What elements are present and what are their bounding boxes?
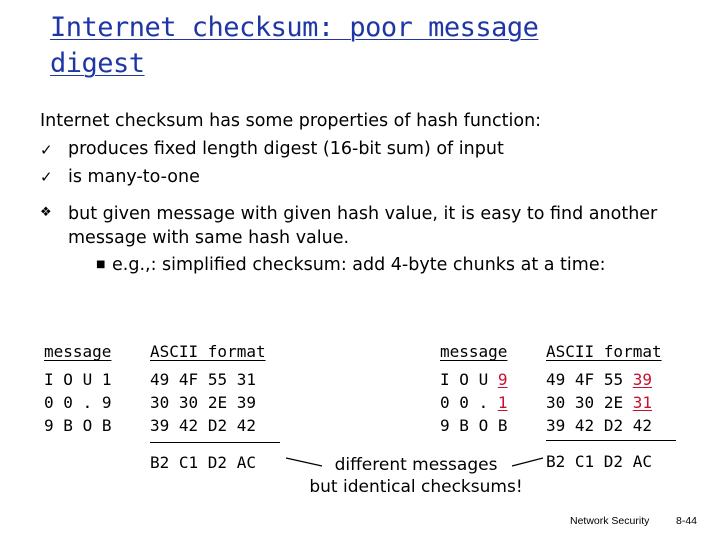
left-checksum: B2 C1 D2 AC: [150, 453, 256, 472]
left-message-header: message: [44, 342, 112, 361]
square-bullet-icon: ■: [96, 259, 106, 270]
right-message-row-3: 9 B O B: [440, 416, 508, 435]
check-bullet-1: produces fixed length digest (16-bit sum) of input: [68, 139, 504, 159]
checkmark-icon: ✓: [40, 141, 53, 159]
diamond-bullet-line-2: message with same hash value.: [68, 228, 350, 248]
diamond-bullet-icon: ❖: [40, 205, 52, 220]
right-message-row-2: 0 0 . 1: [440, 393, 508, 412]
slide-number: 8-44: [676, 515, 698, 527]
left-ascii-row-1: 49 4F 55 31: [150, 370, 256, 389]
intro-text: Internet checksum has some properties of hash function:: [40, 111, 542, 131]
checkmark-icon: ✓: [40, 168, 53, 186]
left-message-row-2: 0 0 . 9: [44, 393, 112, 412]
callout-text: [298, 454, 534, 498]
right-checksum: B2 C1 D2 AC: [546, 452, 652, 471]
slide-title-line-1: Internet checksum: poor message: [50, 12, 539, 43]
left-ascii-header: ASCII format: [150, 342, 266, 361]
right-ascii-header: ASCII format: [546, 342, 662, 361]
left-message-row-1: I O U 1: [44, 370, 112, 389]
left-message-row-3: 9 B O B: [44, 416, 112, 435]
footer-label: Network Security: [570, 515, 650, 527]
right-ascii-row-3: 39 42 D2 42: [546, 416, 652, 435]
left-ascii-row-3: 39 42 D2 42: [150, 416, 256, 435]
right-ascii-row-2: 30 30 2E 31: [546, 393, 652, 412]
callout-line-1: different messages: [334, 455, 498, 475]
check-bullet-2: is many-to-one: [68, 167, 200, 187]
right-ascii-row-1: 49 4F 55 39: [546, 370, 652, 389]
diamond-bullet-line-1: but given message with given hash value, it is easy to find another: [68, 204, 658, 224]
sub-bullet: e.g.,: simplified checksum: add 4-byte chunks at a time:: [112, 255, 606, 275]
slide-title-line-2: digest: [50, 48, 145, 79]
callout-line-2: but identical checksums!: [309, 477, 523, 497]
right-message-row-1: I O U 9: [440, 370, 508, 389]
right-message-header: message: [440, 342, 508, 361]
left-ascii-row-2: 30 30 2E 39: [150, 393, 256, 412]
